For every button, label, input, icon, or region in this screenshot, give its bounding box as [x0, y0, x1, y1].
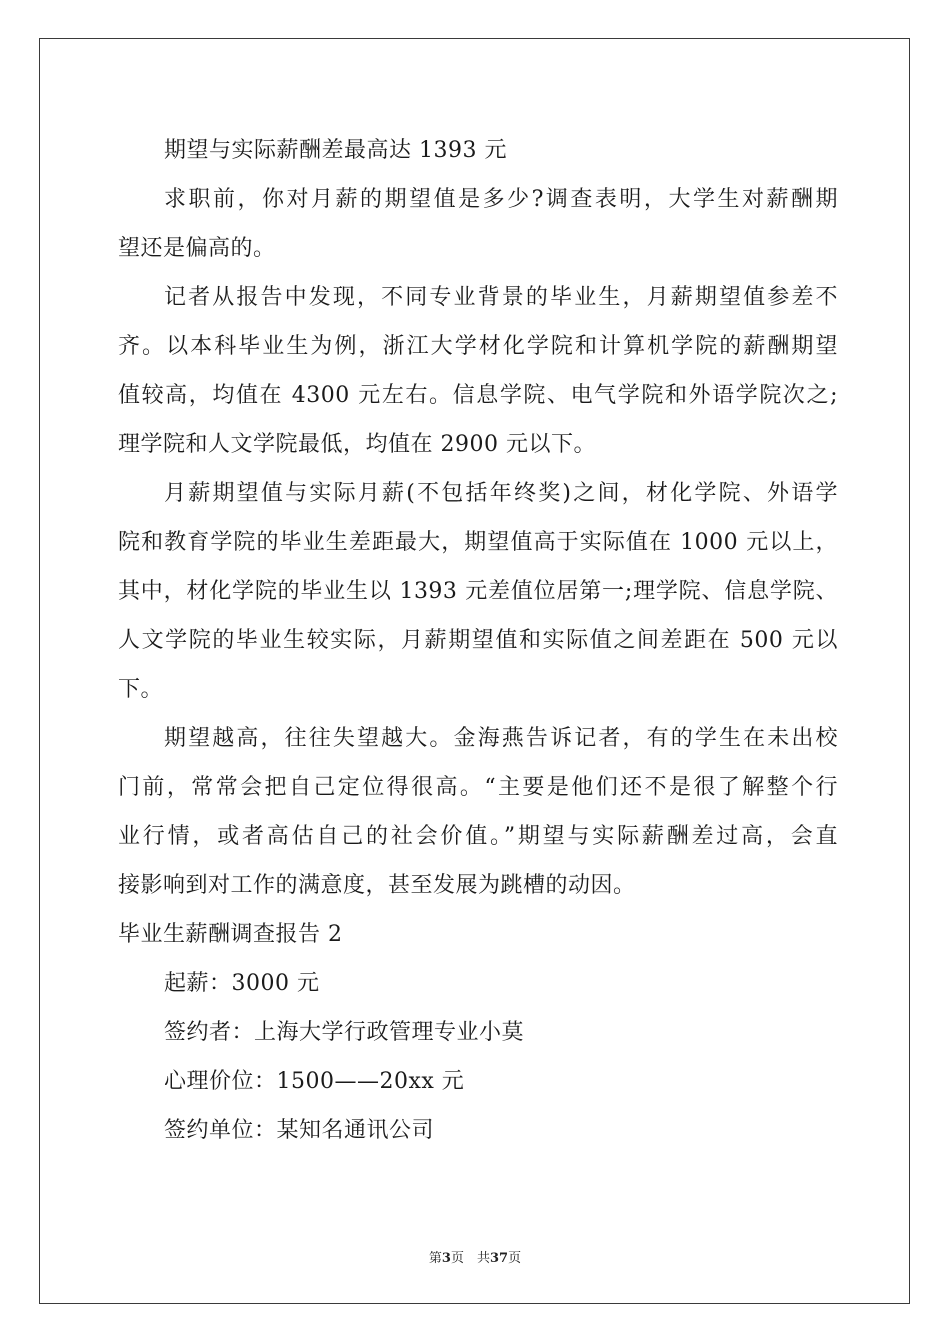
document-body	[118, 126, 838, 1155]
text-line: 理学院和人文学院最低，均值在 2900 元以下。	[118, 432, 596, 457]
text-line: 记者从报告中发现，不同专业背景的毕业生，月薪期望值参差不	[164, 285, 838, 310]
page-footer	[0, 1247, 950, 1266]
text-line: 签约单位：某知名通讯公司	[164, 1118, 435, 1143]
text-line: 期望越高，往往失望越大。金海燕告诉记者，有的学生在未出校	[164, 726, 838, 751]
text-line: 接影响到对工作的满意度，甚至发展为跳槽的动因。	[118, 873, 636, 898]
text-line: 院和教育学院的毕业生差距最大，期望值高于实际值在 1000 元以上，	[118, 530, 838, 555]
paragraph-heading: 期望与实际薪酬差最高达 1393 元	[164, 138, 507, 163]
text-line: 下。	[118, 677, 164, 702]
text-line: 望还是偏高的。	[118, 236, 276, 261]
text-line: 门前，常常会把自己定位得很高。“主要是他们还不是很了解整个行	[118, 775, 838, 800]
text-line: 签约者：上海大学行政管理专业小莫	[164, 1020, 525, 1045]
section-title: 毕业生薪酬调查报告 2	[118, 922, 343, 947]
text-line: 其中，材化学院的毕业生以 1393 元差值位居第一;理学院、信息学院、	[118, 579, 838, 604]
text-line: 月薪期望值与实际月薪(不包括年终奖)之间，材化学院、外语学	[164, 481, 838, 506]
page-number: 3	[441, 1251, 451, 1266]
text-line: 值较高，均值在 4300 元左右。信息学院、电气学院和外语学院次之;	[118, 383, 838, 408]
total-pages: 37	[489, 1251, 509, 1266]
footer-middle: 页 共	[450, 1251, 490, 1266]
text-line: 人文学院的毕业生较实际，月薪期望值和实际值之间差距在 500 元以	[118, 628, 838, 653]
text-line: 业行情，或者高估自己的社会价值。”期望与实际薪酬差过高，会直	[118, 824, 838, 849]
footer-prefix: 第	[428, 1251, 442, 1266]
footer-suffix: 页	[508, 1251, 522, 1266]
text-line: 起薪：3000 元	[164, 971, 320, 996]
text-line: 齐。以本科毕业生为例，浙江大学材化学院和计算机学院的薪酬期望	[118, 334, 838, 359]
text-line: 求职前，你对月薪的期望值是多少?调查表明，大学生对薪酬期	[164, 187, 838, 212]
text-line: 心理价位：1500——20xx 元	[164, 1069, 465, 1094]
